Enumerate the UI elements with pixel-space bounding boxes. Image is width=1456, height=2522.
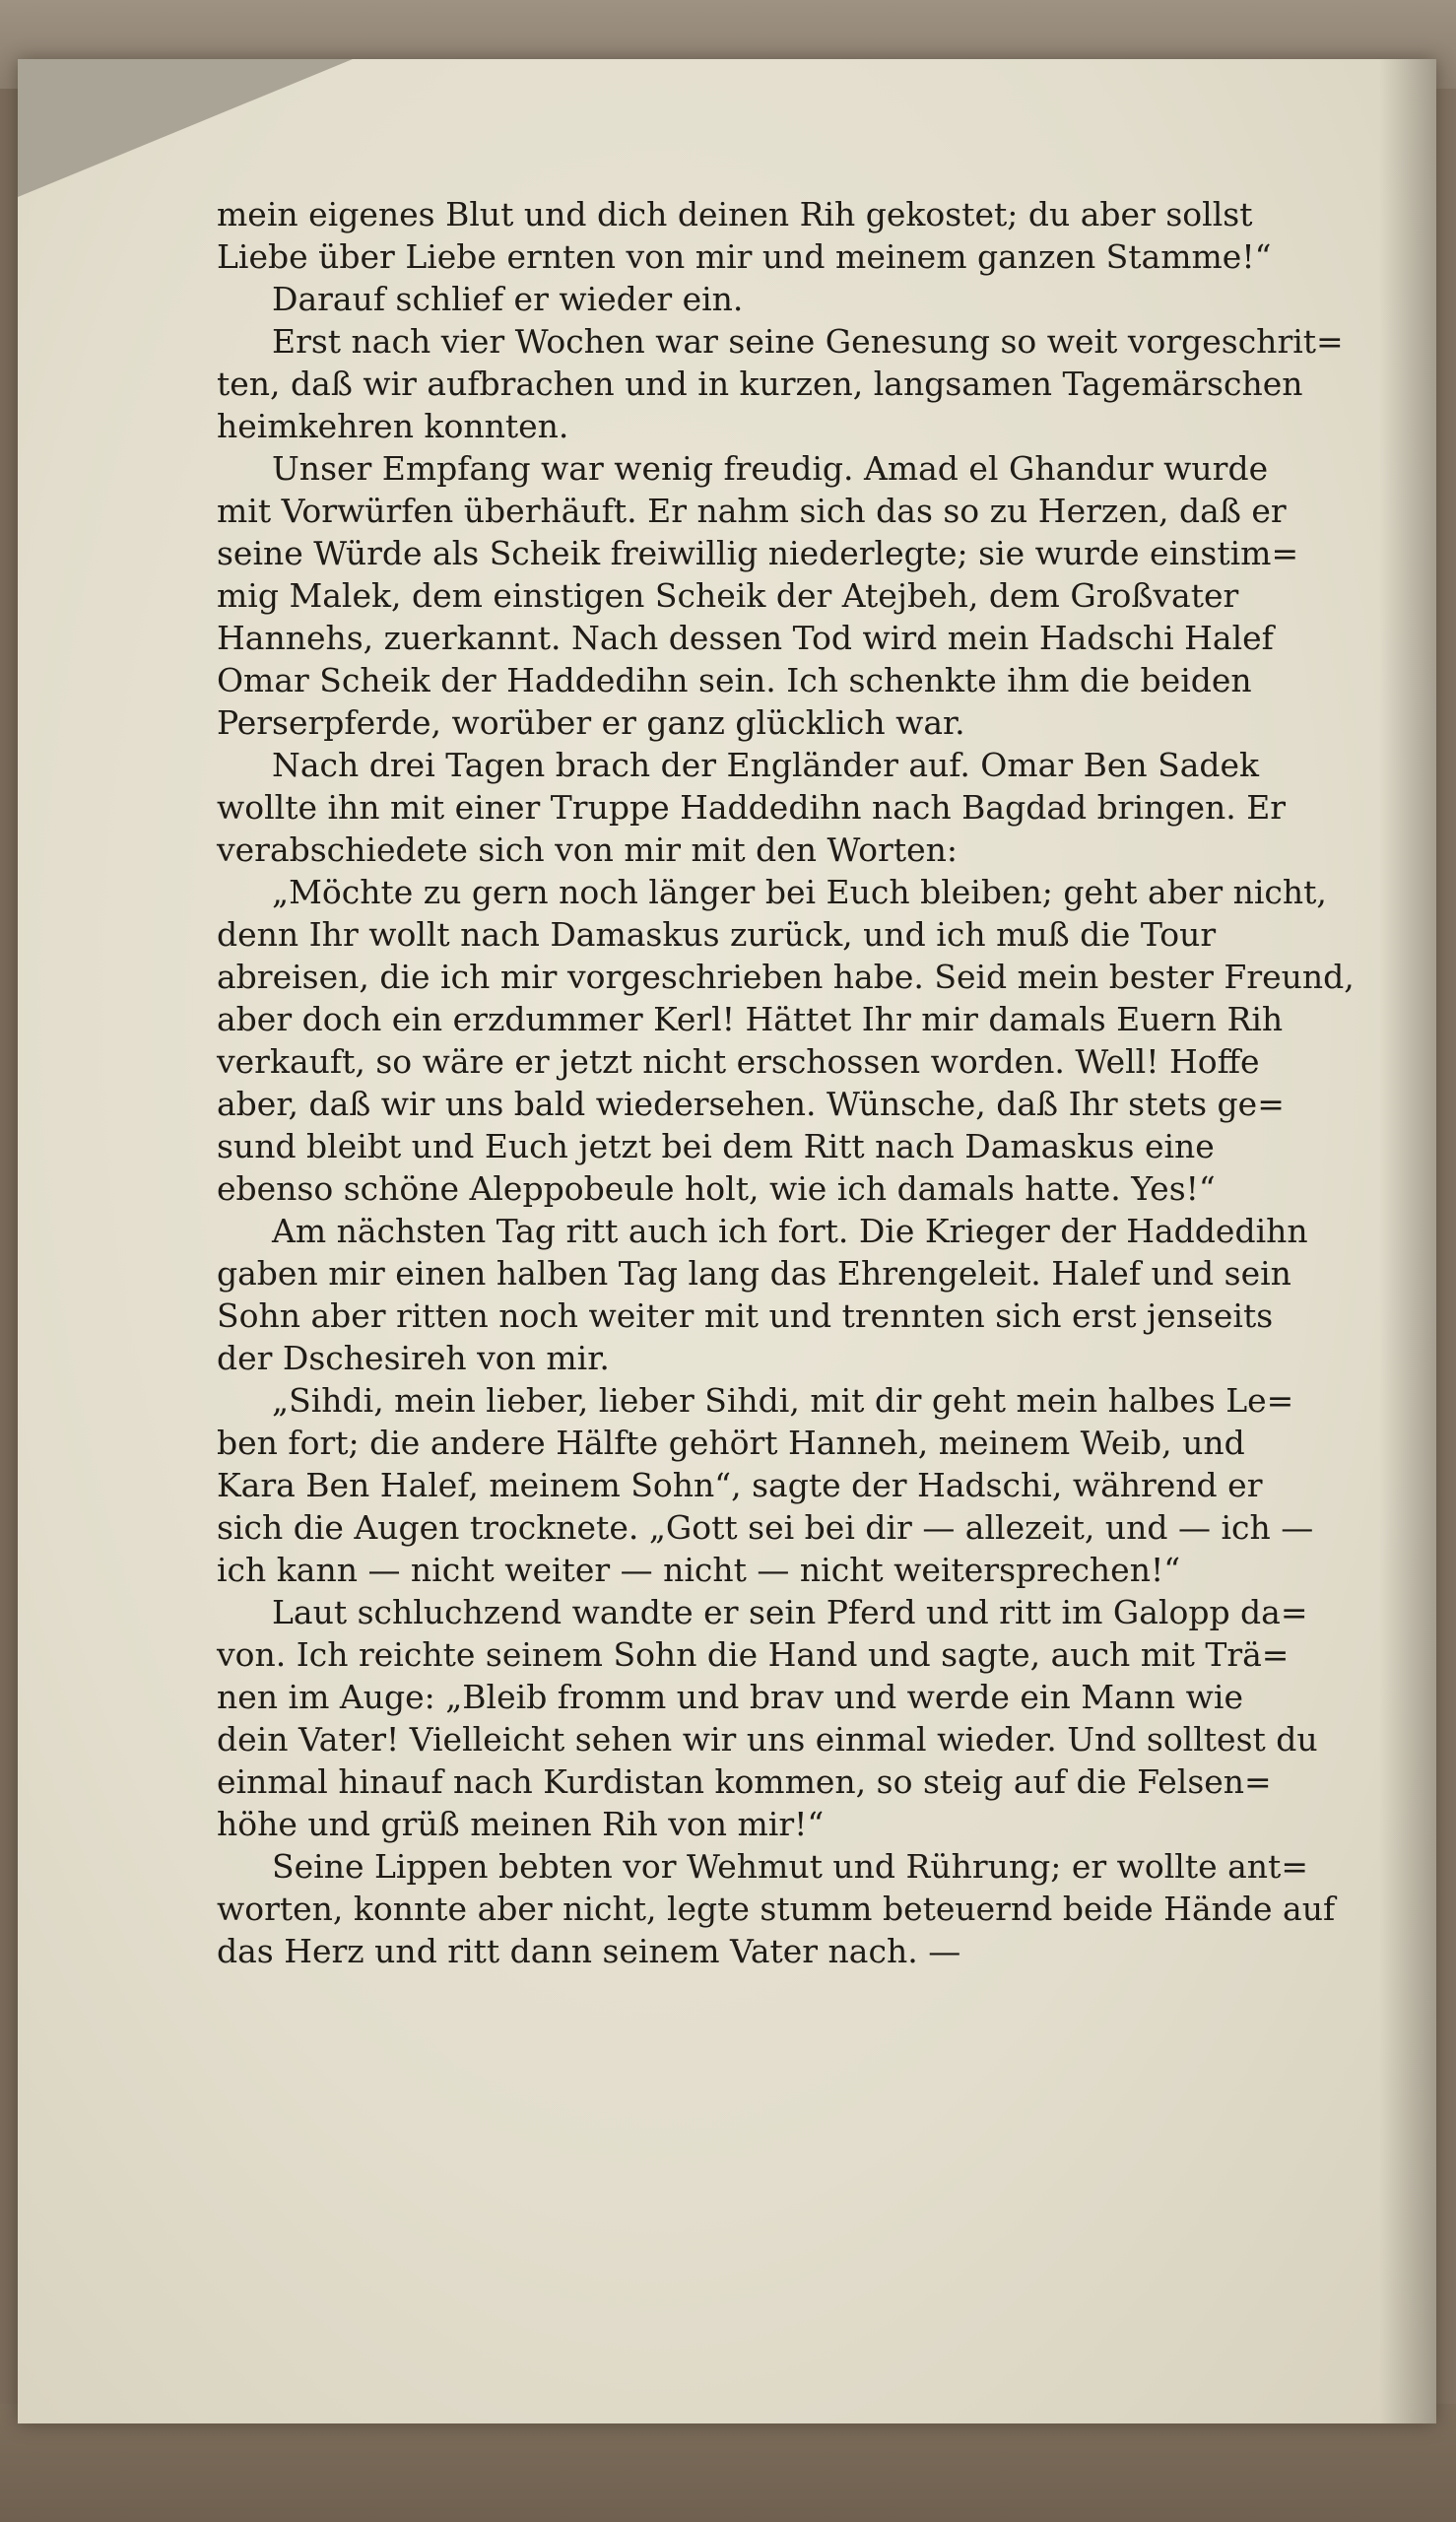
text-line: Omar Scheik der Haddedihn sein. Ich schenkte ihm die beiden [217,661,1252,699]
text-line: Laut schluchzend wandte er sein Pferd und ritt im Galopp da= [272,1593,1308,1631]
text-line: heimkehren konnten. [217,407,569,445]
text-line: ben fort; die andere Hälfte gehört Hanneh, meinem Weib, und [217,1424,1245,1462]
text-line: Kara Ben Halef, meinem Sohn“, sagte der Hadschi, während er [217,1466,1263,1504]
text-line: „Möchte zu gern noch länger bei Euch bleiben; geht aber nicht, [272,873,1327,911]
text-line: Liebe über Liebe ernten von mir und meinem ganzen Stamme!“ [217,237,1272,276]
text-line: von. Ich reichte seinem Sohn die Hand und sagte, auch mit Trä= [217,1635,1290,1674]
paragraph [217,1845,1409,1972]
text-line: aber, daß wir uns bald wiedersehen. Wünsche, daß Ihr stets ge= [217,1085,1285,1123]
paragraph [217,871,1409,1210]
text-line: Nach drei Tagen brach der Engländer auf. Omar Ben Sadek [272,746,1260,784]
page-text-block [217,193,1409,1972]
text-line: Erst nach vier Wochen war seine Genesung so weit vorgeschrit= [272,322,1344,361]
text-line: ich kann — nicht weiter — nicht — nicht weitersprechen!“ [217,1551,1181,1589]
text-line: abreisen, die ich mir vorgeschrieben habe. Seid mein bester Freund, [217,958,1355,996]
text-line: dein Vater! Vielleicht sehen wir uns einmal wieder. Und solltest du [217,1720,1318,1759]
text-line: Hannehs, zuerkannt. Nach dessen Tod wird mein Hadschi Halef [217,619,1274,657]
text-line: sich die Augen trocknete. „Gott sei bei dir — allezeit, und — ich — [217,1508,1314,1547]
text-line: verabschiedete sich von mir mit den Worten: [217,830,958,869]
text-line: mein eigenes Blut und dich deinen Rih gekostet; du aber sollst [217,195,1253,233]
text-line: mig Malek, dem einstigen Scheik der Atejbeh, dem Großvater [217,576,1239,615]
text-line: ebenso schöne Aleppobeule holt, wie ich damals hatte. Yes!“ [217,1169,1216,1208]
text-line: „Sihdi, mein lieber, lieber Sihdi, mit dir geht mein halbes Le= [272,1381,1294,1420]
text-line: seine Würde als Scheik freiwillig niederlegte; sie wurde einstim= [217,534,1299,572]
text-line: mit Vorwürfen überhäuft. Er nahm sich das so zu Herzen, daß er [217,492,1287,530]
text-line: ten, daß wir aufbrachen und in kurzen, langsamen Tagemärschen [217,365,1303,403]
text-line: Am nächsten Tag ritt auch ich fort. Die Krieger der Haddedihn [272,1212,1308,1250]
text-line: verkauft, so wäre er jetzt nicht erschossen worden. Well! Hoffe [217,1042,1260,1081]
text-line: der Dschesireh von mir. [217,1339,610,1377]
paragraph [217,744,1409,871]
text-line: Seine Lippen bebten vor Wehmut und Rührung; er wollte ant= [272,1847,1308,1886]
paragraph [217,193,1409,278]
text-line: aber doch ein erzdummer Kerl! Hättet Ihr mir damals Euern Rih [217,1000,1284,1038]
text-line: denn Ihr wollt nach Damaskus zurück, und ich muß die Tour [217,915,1217,954]
text-line: einmal hinauf nach Kurdistan kommen, so steig auf die Felsen= [217,1762,1272,1801]
text-line: Darauf schlief er wieder ein. [272,280,744,318]
paragraph [217,278,1409,320]
paragraph [217,1210,1409,1379]
text-line: Unser Empfang war wenig freudig. Amad el Ghandur wurde [272,449,1269,488]
folded-page-corner [18,59,353,197]
text-line: das Herz und ritt dann seinem Vater nach. — [217,1932,961,1970]
text-line: Sohn aber ritten noch weiter mit und trennten sich erst jenseits [217,1296,1274,1335]
text-line: wollte ihn mit einer Truppe Haddedihn nach Bagdad bringen. Er [217,788,1287,827]
paragraph [217,447,1409,744]
paragraph [217,1591,1409,1845]
text-line: nen im Auge: „Bleib fromm und brav und werde ein Mann wie [217,1678,1243,1716]
text-line: höhe und grüß meinen Rih von mir!“ [217,1805,825,1843]
text-line: Perserpferde, worüber er ganz glücklich war. [217,703,965,742]
text-line: gaben mir einen halben Tag lang das Ehrengeleit. Halef und sein [217,1254,1291,1293]
text-line: worten, konnte aber nicht, legte stumm beteuernd beide Hände auf [217,1890,1336,1928]
paragraph [217,320,1409,447]
paragraph [217,1379,1409,1591]
text-line: sund bleibt und Euch jetzt bei dem Ritt nach Damaskus eine [217,1127,1215,1165]
